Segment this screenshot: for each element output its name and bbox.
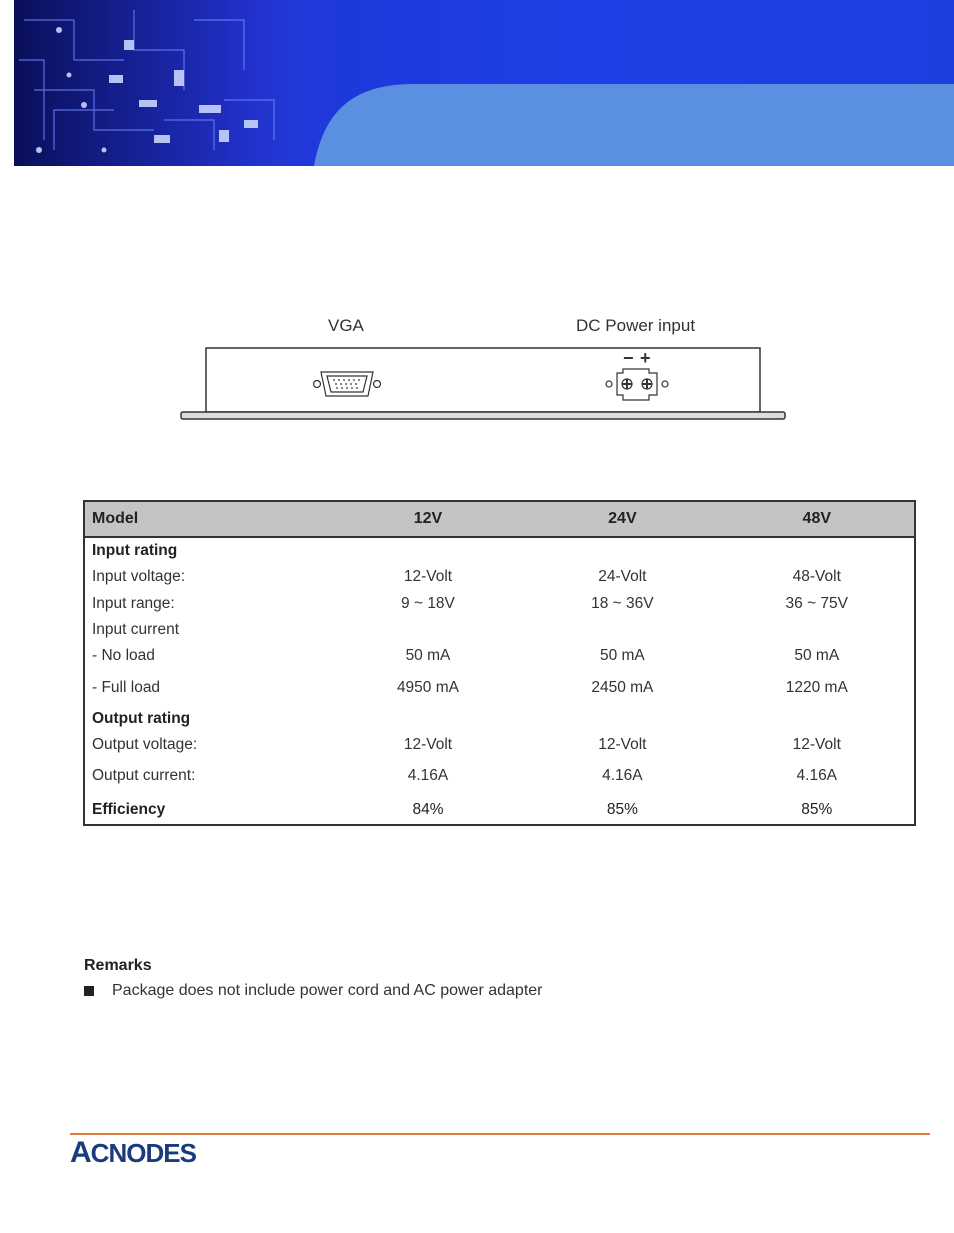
cell-12v: 4.16A — [407, 767, 449, 784]
cell-48v — [720, 621, 914, 639]
cell-48v: 48-Volt — [792, 568, 841, 585]
cell-12v — [331, 621, 525, 639]
polarity-minus: − — [623, 348, 634, 368]
vga-connector-icon — [314, 372, 381, 396]
rear-panel-diagram — [180, 312, 790, 424]
cell-12v: 84% — [412, 801, 444, 818]
cell-12v: 12-Volt — [403, 736, 453, 753]
table-row — [85, 568, 914, 586]
cell-48v — [720, 710, 914, 728]
cell-24v: 12-Volt — [598, 736, 647, 753]
cell-24v — [525, 621, 719, 639]
cell-48v: 12-Volt — [792, 736, 841, 753]
cell-48v — [720, 542, 914, 560]
row-label: Input range: — [92, 595, 175, 612]
row-label: - No load — [92, 647, 155, 664]
footer-divider — [70, 1133, 930, 1135]
header-model: Model — [92, 510, 139, 527]
cell-12v: 9 ~ 18V — [401, 595, 455, 612]
cell-12v: 4950 mA — [396, 679, 459, 696]
cell-24v: 50 mA — [599, 647, 645, 664]
remark-text: Package does not include power cord and AC power adapter — [112, 982, 543, 999]
cell-24v: 2450 mA — [591, 679, 654, 696]
cell-48v: 4.16A — [796, 767, 838, 784]
row-label: Output rating — [92, 710, 191, 727]
cell-24v: 4.16A — [602, 767, 643, 784]
cell-24v: 24-Volt — [598, 568, 647, 585]
table-row — [85, 542, 914, 560]
table-row — [85, 647, 914, 665]
cell-24v — [525, 710, 719, 728]
circuit-board-graphic — [14, 0, 954, 166]
header-banner — [14, 0, 954, 166]
logo-rest: CNODES — [90, 1138, 196, 1168]
bullet-square-icon — [84, 986, 94, 996]
cell-12v: 12-Volt — [403, 568, 453, 585]
table-row — [85, 595, 914, 613]
cell-24v: 85% — [606, 801, 638, 818]
cell-12v — [331, 710, 525, 728]
polarity-plus: + — [640, 348, 651, 368]
cell-48v: 1220 mA — [785, 679, 848, 696]
table-header — [85, 502, 914, 538]
header-48v: 48V — [802, 510, 832, 527]
header-24v: 24V — [608, 510, 637, 527]
vga-label: VGA — [328, 316, 364, 335]
dc-power-connector-icon — [606, 369, 668, 400]
row-label: Output voltage: — [92, 736, 198, 753]
spec-table — [83, 500, 916, 826]
row-label: Input rating — [92, 542, 178, 559]
table-row — [85, 621, 914, 639]
cell-48v: 85% — [801, 801, 833, 818]
table-row — [85, 736, 914, 754]
remarks-title: Remarks — [84, 957, 152, 974]
table-row — [85, 801, 914, 819]
cell-24v — [525, 542, 719, 560]
cell-12v: 50 mA — [405, 647, 451, 664]
row-label: Output current: — [92, 767, 196, 784]
table-row — [85, 710, 914, 728]
cell-12v — [331, 542, 525, 560]
row-label: Efficiency — [92, 801, 166, 818]
row-label: - Full load — [92, 679, 161, 696]
logo-initial: A — [70, 1136, 91, 1169]
cell-24v: 18 ~ 36V — [591, 595, 654, 612]
panel-outline — [180, 312, 790, 424]
remark-item — [84, 982, 543, 1000]
acnodes-logo — [70, 1136, 196, 1169]
table-row — [85, 679, 914, 697]
cell-48v: 36 ~ 75V — [785, 595, 849, 612]
header-12v: 12V — [413, 510, 443, 527]
row-label: Input voltage: — [92, 568, 186, 585]
cell-48v: 50 mA — [794, 647, 840, 664]
table-row — [85, 767, 914, 785]
dc-power-label: DC Power input — [576, 316, 696, 335]
row-label: Input current — [92, 621, 180, 638]
